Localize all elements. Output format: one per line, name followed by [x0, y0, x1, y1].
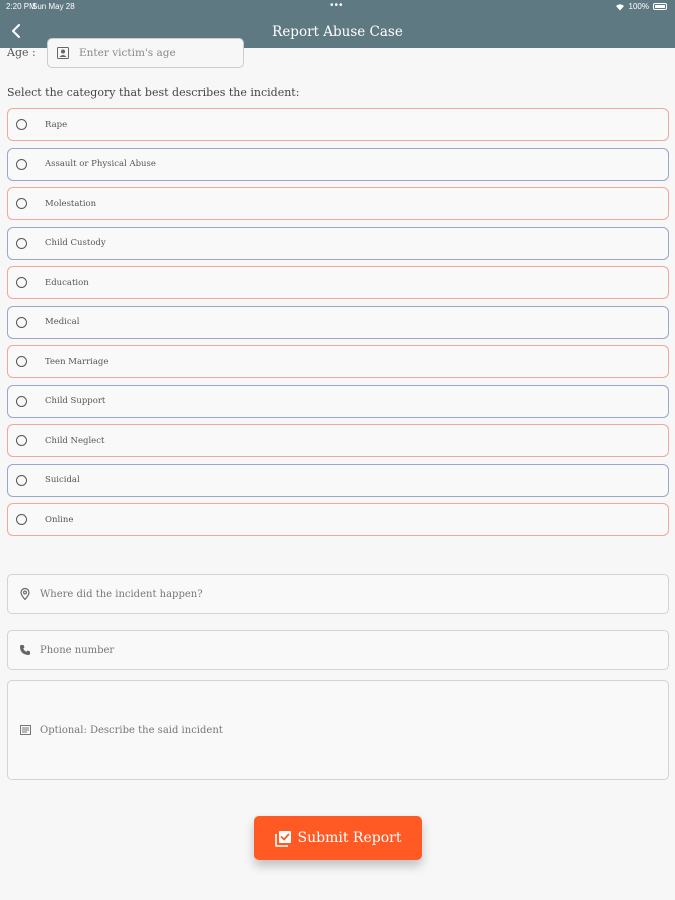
radio-unchecked-icon[interactable]	[16, 159, 27, 170]
category-option[interactable]	[7, 108, 669, 141]
radio-unchecked-icon[interactable]	[16, 514, 27, 525]
multitask-dots[interactable]: •••	[330, 0, 344, 11]
category-option-label: Child Neglect	[45, 435, 105, 446]
wifi-icon	[615, 3, 625, 11]
phone-icon	[18, 643, 32, 657]
category-option-label: Child Custody	[45, 238, 106, 248]
age-placeholder: Enter victim's age	[79, 47, 176, 59]
category-list	[7, 108, 669, 543]
phone-placeholder: Phone number	[40, 644, 115, 656]
category-option-label: Medical	[45, 317, 80, 327]
radio-unchecked-icon[interactable]	[16, 475, 27, 486]
category-option[interactable]	[7, 227, 669, 260]
category-option-label: Assault or Physical Abuse	[45, 159, 156, 169]
notes-icon	[18, 723, 32, 737]
page-title: Report Abuse Case	[272, 24, 403, 40]
radio-unchecked-icon[interactable]	[16, 198, 27, 209]
radio-unchecked-icon[interactable]	[16, 396, 27, 407]
radio-unchecked-icon[interactable]	[16, 435, 27, 446]
status-time: 2:20 PM	[6, 2, 36, 11]
category-option[interactable]	[7, 385, 669, 418]
radio-unchecked-icon[interactable]	[16, 317, 27, 328]
category-option-label: Molestation	[45, 198, 97, 209]
submit-report-button[interactable]	[254, 816, 422, 860]
category-option[interactable]	[7, 266, 669, 299]
category-option-label: Child Support	[45, 396, 106, 406]
category-prompt: Select the category that best describes the incident:	[7, 86, 300, 99]
category-option-label: Online	[45, 514, 74, 525]
category-option-label: Suicidal	[45, 475, 80, 485]
category-option[interactable]	[7, 424, 669, 457]
location-placeholder: Where did the incident happen?	[40, 588, 203, 600]
status-right	[615, 2, 667, 11]
location-pin-icon	[18, 587, 32, 601]
battery-percent: 100%	[628, 2, 649, 11]
age-row	[7, 44, 247, 70]
phone-input[interactable]	[7, 630, 669, 670]
report-check-icon	[275, 830, 292, 847]
category-option-label: Education	[45, 277, 89, 288]
person-card-icon	[57, 47, 69, 59]
category-option[interactable]	[7, 187, 669, 220]
category-option[interactable]	[7, 345, 669, 378]
category-option-label: Rape	[45, 119, 68, 130]
radio-unchecked-icon[interactable]	[16, 119, 27, 130]
description-placeholder: Optional: Describe the said incident	[40, 724, 223, 736]
battery-icon	[653, 3, 667, 10]
category-option[interactable]	[7, 503, 669, 536]
category-option-label: Teen Marriage	[45, 356, 109, 367]
age-input[interactable]	[47, 38, 244, 68]
radio-unchecked-icon[interactable]	[16, 356, 27, 367]
category-option[interactable]	[7, 148, 669, 181]
status-bar	[0, 0, 675, 14]
age-label: Age :	[7, 46, 36, 59]
submit-label: Submit Report	[297, 830, 402, 846]
radio-unchecked-icon[interactable]	[16, 277, 27, 288]
location-input[interactable]	[7, 574, 669, 614]
status-date: Sun May 28	[32, 2, 75, 11]
category-option[interactable]	[7, 306, 669, 339]
radio-unchecked-icon[interactable]	[16, 238, 27, 249]
description-input[interactable]	[7, 680, 669, 780]
category-option[interactable]	[7, 464, 669, 497]
